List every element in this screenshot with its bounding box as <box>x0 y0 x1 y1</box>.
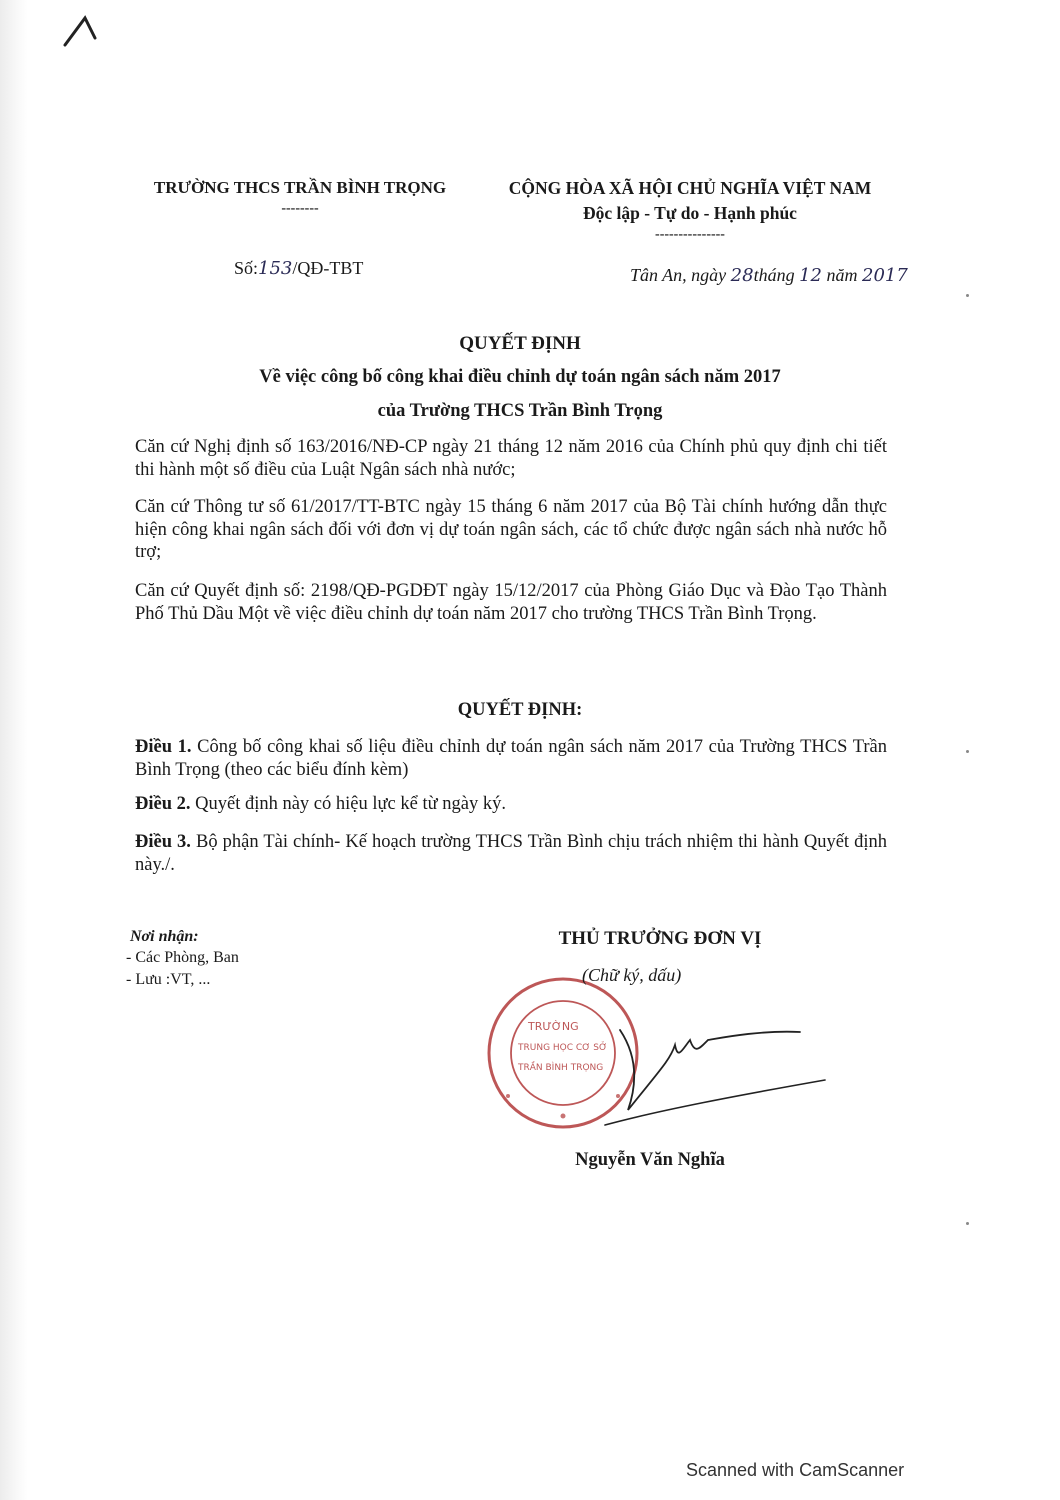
school-name: TRƯỜNG THCS TRẦN BÌNH TRỌNG <box>153 178 447 197</box>
scan-speck <box>966 1222 969 1225</box>
school-divider: -------- <box>281 201 319 216</box>
recipient-item: - Các Phòng, Ban <box>126 949 239 966</box>
date-year: 2017 <box>862 265 908 286</box>
article-1 <box>135 736 887 781</box>
signatory-title: THỦ TRƯỞNG ĐƠN VỊ <box>558 928 762 949</box>
document-date <box>630 265 908 286</box>
scanner-watermark: Scanned with CamScanner <box>686 1460 905 1480</box>
preamble-paragraph-3: Căn cứ Quyết định số: 2198/QĐ-PGDĐT ngày 15/12/2017 của Phòng Giáo Dục và Đào Tạo Thành Phố Thủ Dầu Một về việc điều chỉnh dự toán năm 2017 cho trường THCS Trần Bình Trọng. <box>135 581 887 624</box>
national-header <box>480 178 900 242</box>
article-2 <box>135 793 887 816</box>
handwritten-signature <box>600 1000 830 1140</box>
corner-pen-mark <box>60 10 110 50</box>
date-day: 28 <box>730 265 754 286</box>
recipients-title: Nơi nhận: <box>130 928 199 945</box>
stamp-text-1: TRƯỜNG <box>528 1020 579 1033</box>
number-prefix: Số: <box>234 258 259 278</box>
school-header <box>130 178 470 216</box>
date-month: 12 <box>799 265 822 286</box>
scan-edge-shadow <box>0 0 28 1500</box>
signature-note: (Chữ ký, dấu) <box>582 965 682 985</box>
preamble-paragraph-1: Căn cứ Nghị định số 163/2016/NĐ-CP ngày 21 tháng 12 năm 2016 của Chính phủ quy định chi tiết thi hành một số điều của Luật Ngân sách nhà nước; <box>135 437 887 480</box>
stamp-text-3: TRẦN BÌNH TRỌNG <box>518 1063 604 1073</box>
number-handwritten: 153 <box>258 258 293 279</box>
date-year-label: năm <box>822 265 862 285</box>
country-name: CỘNG HÒA XÃ HỘI CHỦ NGHĨA VIỆT NAM <box>508 178 872 198</box>
date-month-label: tháng <box>753 265 800 285</box>
date-place: Tân An, ngày <box>630 265 731 285</box>
signatory-name: Nguyễn Văn Nghĩa <box>575 1150 725 1170</box>
article-1-text: Công bố công khai số liệu điều chỉnh dự toán ngân sách năm 2017 của Trường THCS Trần Bình Trọng (theo các biểu đính kèm) <box>135 737 887 780</box>
scan-speck <box>966 750 969 753</box>
decision-subject-line1: Về việc công bố công khai điều chỉnh dự toán ngân sách năm 2017 <box>259 367 781 387</box>
number-suffix: /QĐ-TBT <box>292 258 364 278</box>
article-2-label: Điều 2. <box>135 794 191 814</box>
preamble-paragraph-2: Căn cứ Thông tư số 61/2017/TT-BTC ngày 15 tháng 6 năm 2017 của Bộ Tài chính hướng dẫn thực hiện công khai ngân sách đối với đơn vị dự toán ngân sách, các tổ chức được ngân sách nhà nước hỗ trợ; <box>135 497 887 562</box>
stamp-text-2: TRUNG HỌC CƠ SỞ <box>518 1043 608 1053</box>
article-2-text: Quyết định này có hiệu lực kể từ ngày ký. <box>190 794 506 814</box>
decision-heading: QUYẾT ĐỊNH: <box>457 700 583 720</box>
scan-speck <box>966 294 969 297</box>
article-3-text: Bộ phận Tài chính- Kế hoạch trường THCS Trần Bình chịu trách nhiệm thi hành Quyết định này./. <box>135 832 887 875</box>
national-motto: Độc lập - Tự do - Hạnh phúc <box>583 203 797 223</box>
article-1-label: Điều 1. <box>135 737 192 757</box>
recipient-item: - Lưu :VT, ... <box>126 971 211 988</box>
decision-title: QUYẾT ĐỊNH <box>459 333 581 354</box>
motto-divider: --------------- <box>655 227 725 242</box>
article-3 <box>135 831 887 876</box>
document-number <box>234 258 363 279</box>
decision-subject-line2: của Trường THCS Trần Bình Trọng <box>377 401 663 421</box>
article-3-label: Điều 3. <box>135 832 191 852</box>
